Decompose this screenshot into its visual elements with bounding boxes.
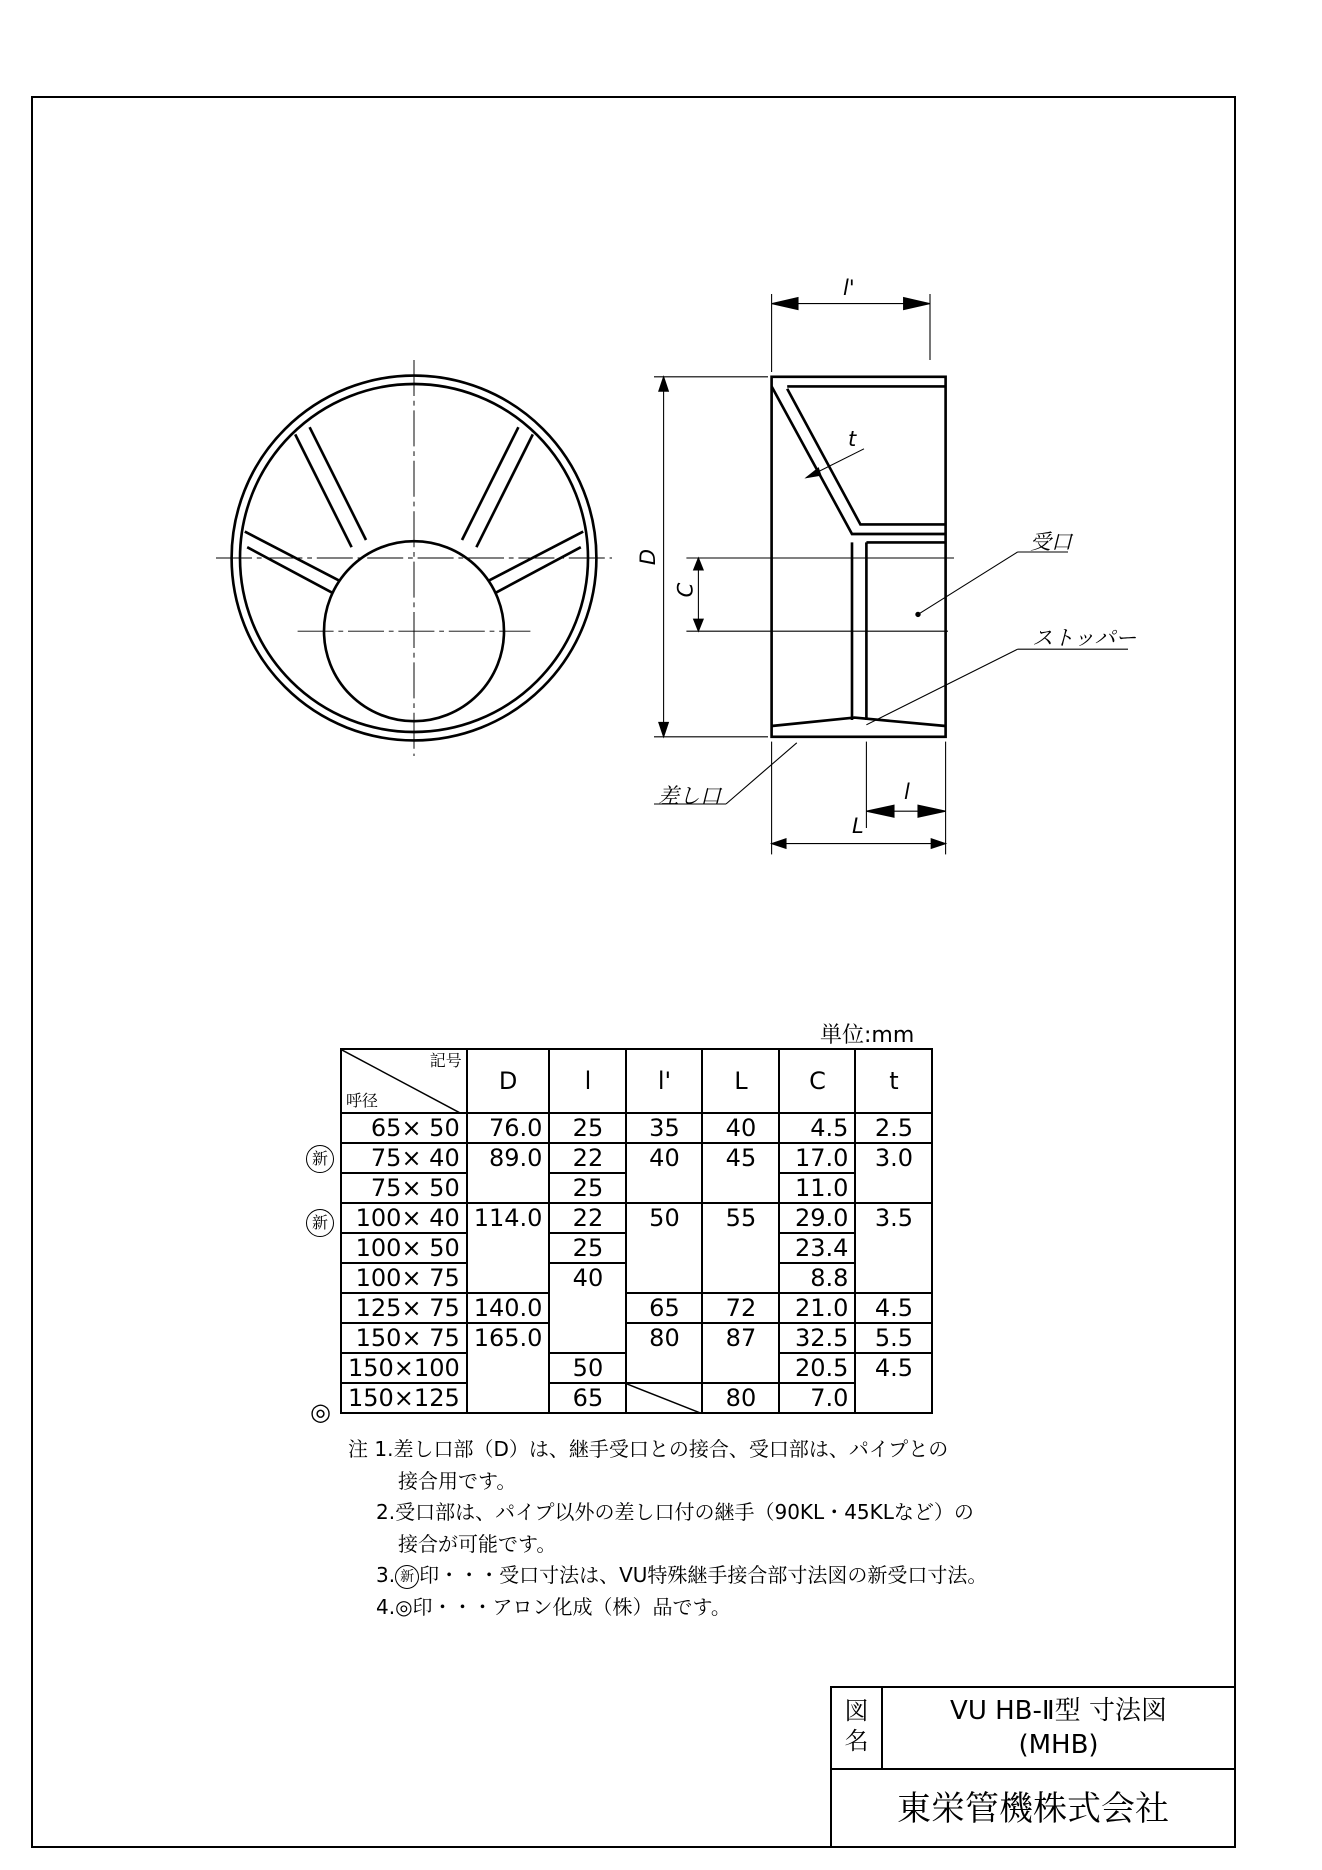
key-line-2: 名 — [844, 1727, 869, 1755]
title-text: VU HB-Ⅱ型 寸法図 — [950, 1696, 1167, 1726]
C-cell: 21.0 — [779, 1293, 855, 1323]
C-cell: 11.0 — [779, 1173, 855, 1203]
header-t: t — [855, 1049, 932, 1113]
t-cell: 5.5 — [855, 1323, 932, 1353]
header-L: L — [702, 1049, 779, 1113]
l-prime-cell: 65 — [626, 1293, 702, 1323]
new-mark: 新 — [395, 1565, 419, 1589]
t-cell: 2.5 — [855, 1113, 932, 1143]
D-cell: 140.0 — [467, 1293, 550, 1323]
l-cell: 25 — [549, 1113, 626, 1143]
size-cell: 75× 50 — [341, 1173, 467, 1203]
size-cell: 75× 40 — [341, 1143, 467, 1173]
title-block — [830, 1686, 1236, 1848]
size-cell: 100× 75 — [341, 1263, 467, 1293]
l-cell: 65 — [549, 1383, 626, 1413]
socket-label: 受口 — [1030, 530, 1072, 554]
aron-mark: ◎ — [310, 1398, 331, 1426]
key-line-1: 図 — [844, 1697, 869, 1725]
l-prime-cell: 80 — [626, 1323, 702, 1383]
L-cell: 80 — [702, 1383, 779, 1413]
D-cell: 165.0 — [467, 1323, 550, 1413]
l-prime-cell: 40 — [626, 1143, 702, 1203]
D-cell: 76.0 — [467, 1113, 550, 1143]
header-D: D — [467, 1049, 550, 1113]
t-label: t — [848, 427, 857, 451]
l-prime-label: l' — [843, 276, 855, 300]
C-cell: 20.5 — [779, 1353, 855, 1383]
size-label: 呼径 — [346, 1091, 379, 1110]
note-1-cont: 接合用です。 — [398, 1468, 517, 1493]
table-row — [341, 1113, 932, 1143]
table-header — [341, 1049, 932, 1113]
t-cell: 3.5 — [855, 1203, 932, 1293]
L-cell: 45 — [702, 1143, 779, 1203]
new-mark: 新 — [306, 1209, 334, 1237]
notes — [348, 1434, 987, 1623]
unit-label: 単位:mm — [820, 1023, 915, 1048]
l-cell: 25 — [549, 1233, 626, 1263]
L-label: L — [852, 814, 864, 838]
C-cell: 7.0 — [779, 1383, 855, 1413]
l-cell: 50 — [549, 1353, 626, 1383]
D-cell: 114.0 — [467, 1203, 550, 1293]
C-cell: 8.8 — [779, 1263, 855, 1293]
C-label: C — [673, 582, 698, 598]
l-cell: 40 — [549, 1263, 626, 1353]
l-prime-cell: 50 — [626, 1203, 702, 1293]
table-row — [341, 1203, 932, 1233]
l-label: l — [904, 780, 910, 804]
header-l-prime: l' — [626, 1049, 702, 1113]
D-cell: 89.0 — [467, 1143, 550, 1203]
corner-cell — [341, 1049, 467, 1113]
header-l: l — [549, 1049, 626, 1113]
D-label: D — [636, 548, 661, 566]
size-cell: 150× 75 — [341, 1323, 467, 1353]
C-cell: 4.5 — [779, 1113, 855, 1143]
table-row — [341, 1293, 932, 1323]
note-3: 印・・・受口寸法は、VU特殊継手接合部寸法図の新受口寸法。 — [419, 1563, 988, 1587]
t-cell: 4.5 — [855, 1353, 932, 1413]
side-view — [772, 377, 946, 737]
L-cell: 87 — [702, 1323, 779, 1383]
l-cell: 25 — [549, 1173, 626, 1203]
note-3-number: 3. — [376, 1563, 396, 1587]
new-mark: 新 — [306, 1145, 334, 1173]
size-cell: 125× 75 — [341, 1293, 467, 1323]
size-cell: 100× 40 — [341, 1203, 467, 1233]
note-4: 4.◎印・・・アロン化成（株）品です。 — [376, 1594, 731, 1619]
C-cell: 32.5 — [779, 1323, 855, 1353]
spigot-label: 差し口 — [658, 784, 721, 808]
subtitle-text: (MHB) — [1018, 1730, 1099, 1760]
C-cell: 29.0 — [779, 1203, 855, 1233]
front-view — [216, 360, 612, 756]
L-cell: 72 — [702, 1293, 779, 1323]
C-cell: 23.4 — [779, 1233, 855, 1263]
L-cell: 55 — [702, 1203, 779, 1293]
size-cell: 150×100 — [341, 1353, 467, 1383]
note-2-cont: 接合が可能です。 — [398, 1531, 557, 1556]
size-cell: 100× 50 — [341, 1233, 467, 1263]
size-cell: 150×125 — [341, 1383, 467, 1413]
not-applicable-cell — [626, 1383, 702, 1413]
table-row — [341, 1383, 932, 1413]
L-cell: 40 — [702, 1113, 779, 1143]
l-prime-cell: 35 — [626, 1113, 702, 1143]
drawing-title — [883, 1688, 1234, 1770]
t-cell: 3.0 — [855, 1143, 932, 1203]
C-cell: 17.0 — [779, 1143, 855, 1173]
note-1: 1.差し口部（D）は、継手受口との接合、受口部は、パイプとの — [374, 1437, 949, 1461]
header-C: C — [779, 1049, 855, 1113]
note-2: 2.受口部は、パイプ以外の差し口付の継手（90KL・45KLなど）の — [376, 1500, 974, 1524]
drawing-name-key — [832, 1688, 883, 1770]
l-cell: 22 — [549, 1203, 626, 1233]
notes-prefix: 注 — [348, 1437, 368, 1461]
dimension-table — [340, 1048, 933, 1414]
stopper-label: ストッパー — [1032, 626, 1137, 650]
l-cell: 22 — [549, 1143, 626, 1173]
company-name: 東栄管機株式会社 — [897, 1789, 1169, 1829]
t-cell: 4.5 — [855, 1293, 932, 1323]
symbol-label: 記号 — [429, 1051, 462, 1070]
size-cell: 65× 50 — [341, 1113, 467, 1143]
table-row — [341, 1143, 932, 1173]
table-row — [341, 1323, 932, 1353]
